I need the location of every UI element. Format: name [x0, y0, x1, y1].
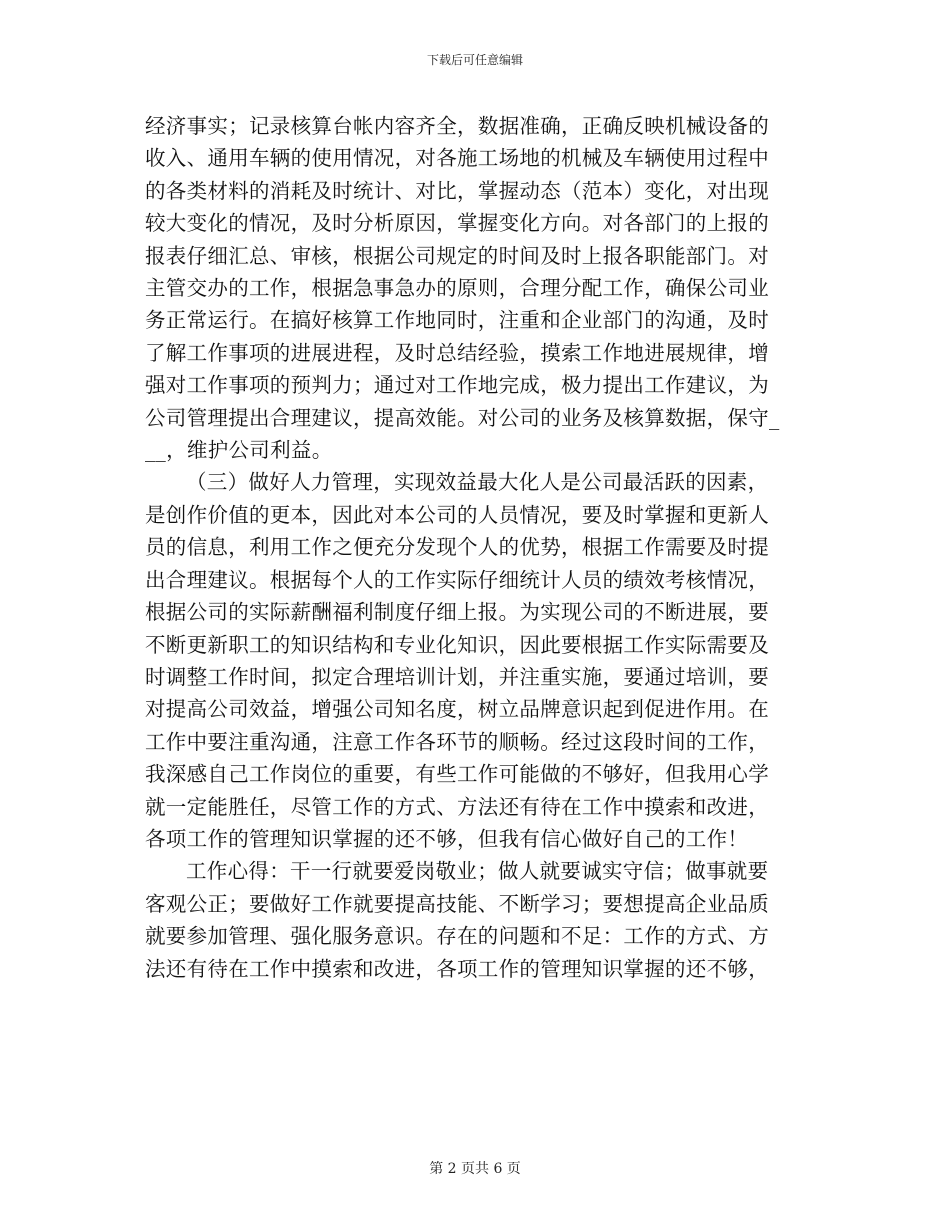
text-line: 工作中要注重沟通，注意工作各环节的顺畅。经过这段时间的工作， — [145, 729, 769, 754]
text-line: 较大变化的情况，及时分析原因，掌握变化方向。对各部门的上报的 — [145, 211, 769, 236]
text-line: 就一定能胜任，尽管工作的方式、方法还有待在工作中摸索和改进， — [145, 794, 769, 819]
paragraph-start-line: 工作心得：干一行就要爱岗敬业；做人就要诚实守信；做事就要 — [186, 859, 769, 884]
text-line: 公司管理提出合理建议，提高效能。对公司的业务及核算数据，保守_ — [145, 405, 780, 430]
text-line: 时调整工作时间，拟定合理培训计划，并注重实施，要通过培训，要 — [145, 664, 769, 689]
text-line: 不断更新职工的知识结构和专业化知识，因此要根据工作实际需要及 — [145, 632, 769, 657]
text-line: 的各类材料的消耗及时统计、对比，掌握动态（范本）变化，对出现 — [145, 178, 769, 203]
text-line: 是创作价值的更本，因此对本公司的人员情况，要及时掌握和更新人 — [145, 502, 769, 527]
text-line: 经济事实；记录核算台帐内容齐全，数据准确，正确反映机械设备的 — [145, 114, 769, 138]
page-header: 下载后可任意编辑 — [426, 53, 523, 67]
text-line: 客观公正；要做好工作就要提高技能、不断学习；要想提高企业品质 — [145, 891, 769, 916]
document-body — [145, 110, 805, 985]
text-line: 主管交办的工作，根据急事急办的原则，合理分配工作，确保公司业 — [145, 276, 769, 301]
section-heading-line: （三）做好人力管理，实现效益最大化人是公司最活跃的因素， — [186, 470, 769, 495]
text-line: 出合理建议。根据每个人的工作实际仔细统计人员的绩效考核情况， — [145, 567, 769, 592]
text-line: 各项工作的管理知识掌握的还不够，但我有信心做好自己的工作！ — [145, 826, 749, 851]
page-footer: 第 2 页共 6 页 — [429, 1161, 521, 1177]
text-line: 根据公司的实际薪酬福利制度仔细上报。为实现公司的不断进展，要 — [145, 600, 769, 625]
text-line: __，维护公司利益。 — [145, 438, 333, 463]
text-line: 报表仔细汇总、审核，根据公司规定的时间及时上报各职能部门。对 — [145, 243, 769, 268]
text-line: 员的信息，利用工作之便充分发现个人的优势，根据工作需要及时提 — [145, 535, 769, 560]
text-line: 收入、通用车辆的使用情况，对各施工场地的机械及车辆使用过程中 — [145, 146, 769, 171]
text-line: 对提高公司效益，增强公司知名度，树立品牌意识起到促进作用。在 — [145, 697, 769, 722]
text-line: 就要参加管理、强化服务意识。存在的问题和不足：工作的方式、方 — [145, 924, 769, 949]
text-line: 务正常运行。在搞好核算工作地同时，注重和企业部门的沟通，及时 — [145, 308, 769, 333]
text-line: 我深感自己工作岗位的重要，有些工作可能做的不够好，但我用心学 — [145, 762, 769, 787]
text-line: 法还有待在工作中摸索和改进，各项工作的管理知识掌握的还不够， — [145, 956, 769, 981]
text-line: 强对工作事项的预判力；通过对工作地完成，极力提出工作建议，为 — [145, 373, 769, 398]
text-line: 了解工作事项的进展进程，及时总结经验，摸索工作地进展规律，增 — [145, 340, 769, 365]
